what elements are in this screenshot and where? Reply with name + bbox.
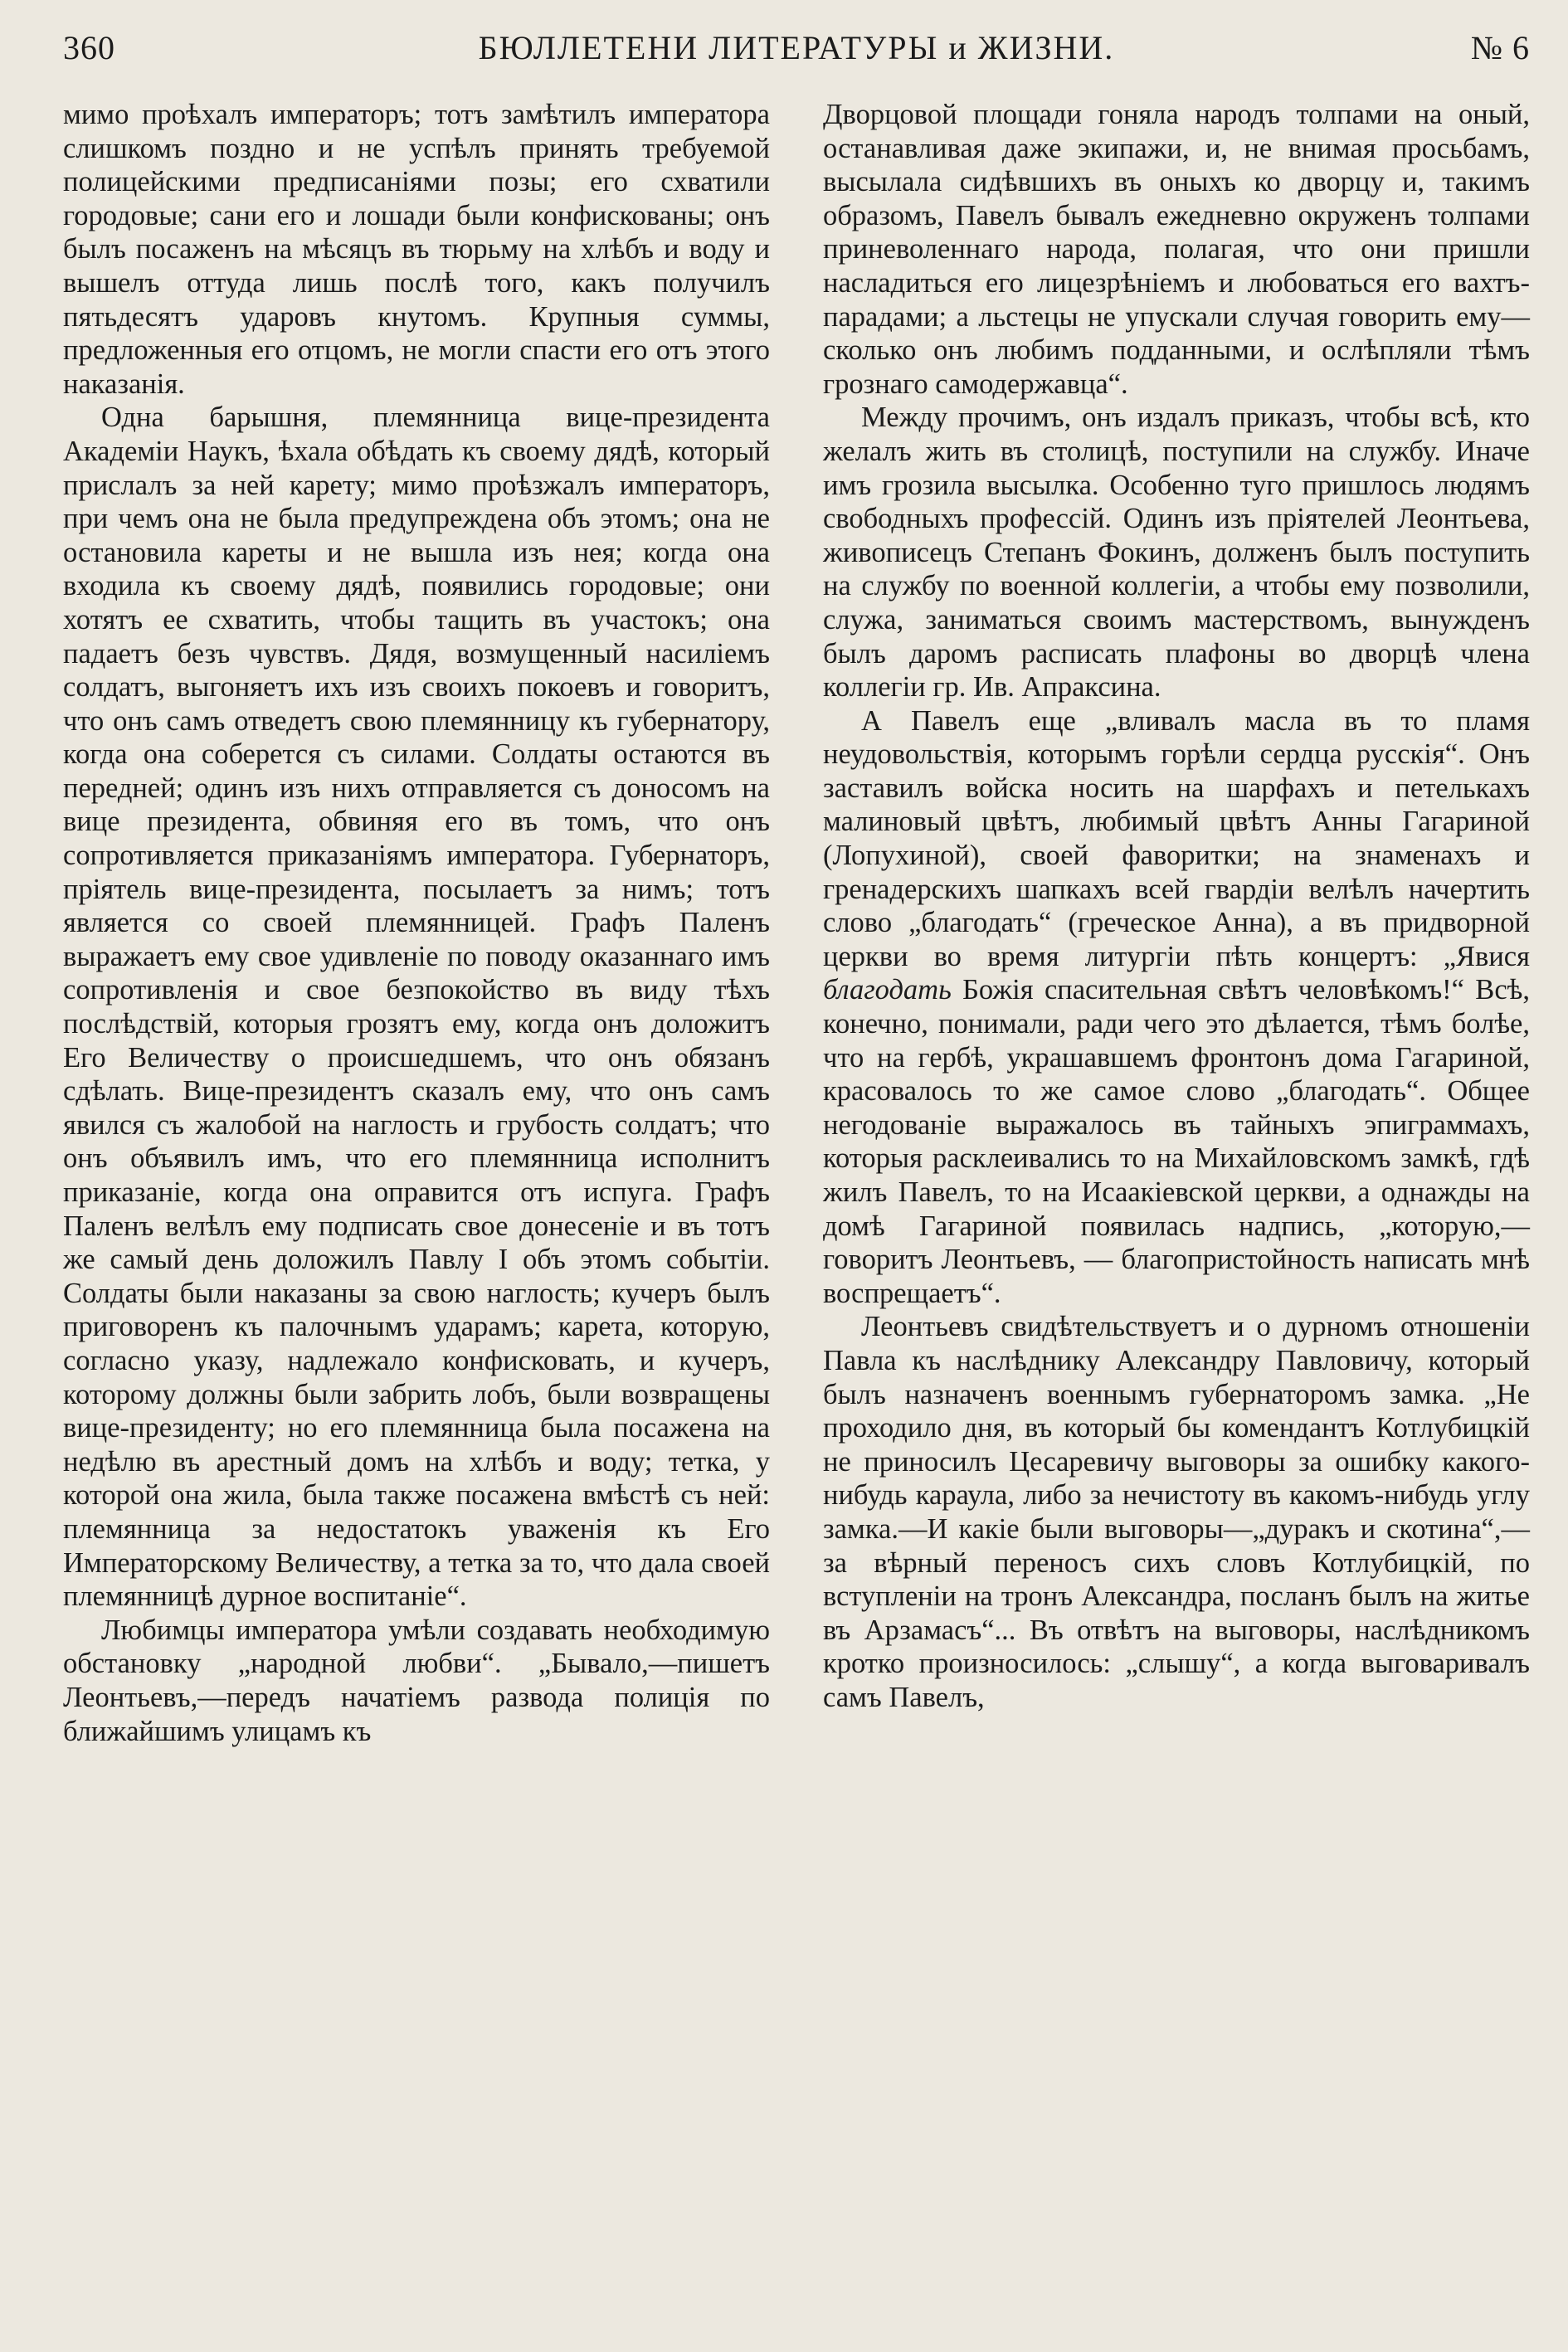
text-columns [63, 98, 1530, 1748]
italic-word: благодать [823, 974, 952, 1006]
paragraph-part: А Павелъ еще „вливалъ масла въ то пламя неудовольствія, которымъ горѣли сердца русскія“. Онъ заставилъ войска носить на шарфахъ и петелькахъ малиновый цвѣтъ, любимый цвѣтъ Анны Гагариной (Лопухиной), своей фаворитки; на знаменахъ и гренадерскихъ шапкахъ всей гвардіи велѣлъ начертить слово „благодать“ (греческое Анна), а въ придворной церкви во время литургіи пѣть концертъ: „Явися [823, 704, 1530, 972]
paragraph: Любимцы императора умѣли создавать необходимую обстановку „народной любви“. „Бывало,—пишетъ Леонтьевъ,—передъ начатіемъ развода полиція по ближайшимъ улицамъ къ [63, 1614, 770, 1747]
paragraph: Леонтьевъ свидѣтельствуетъ и о дурномъ отношеніи Павла къ наслѣднику Александру Павловичу, который былъ назначенъ военнымъ губернаторомъ замка. „Не проходило дня, въ который бы комендантъ Котлубицкій не приносилъ Цесаревичу выговоры за ошибку какого-нибудь караула, либо за нечистоту въ какомъ-нибудь углу замка.—И какіе были выговоры—„дуракъ и скотина“,— за вѣрный переносъ сихъ словъ Котлубицкій, по вступленіи на тронъ Александра, посланъ былъ на житье въ Арзамасъ“... Въ отвѣтъ на выговоры, наслѣдникомъ кротко произносилось: „слышу“, а когда выговаривалъ самъ Павелъ, [823, 1311, 1530, 1713]
paragraph: Между прочимъ, онъ издалъ приказъ, чтобы всѣ, кто желалъ жить въ столицѣ, поступили на службу. Иначе имъ грозила высылка. Особенно туго пришлось людямъ свободныхъ профессій. Одинъ изъ пріятелей Леонтьева, живописецъ Степанъ Фокинъ, долженъ былъ поступить на службу по военной коллегіи, а чтобы ему позволили, служа, заниматься своимъ мастерствомъ, вынужденъ былъ даромъ расписать плафоны во дворцѣ члена коллегіи гр. Ив. Апраксина. [823, 402, 1530, 704]
paragraph [823, 704, 1530, 1311]
paragraph-part: Божія спасительная свѣтъ человѣкомъ!“ Всѣ, конечно, понимали, ради чего это дѣлается, тѣмъ болѣе, что на гербѣ, украшавшемъ фронтонъ дома Гагариной, красовалось то же самое слово „благодать“. Общее негодованіе выражалось въ тайныхъ эпиграммахъ, которыя расклеивались то на Михайловскомъ замкѣ, гдѣ жилъ Павелъ, то на Исаакіевской церкви, а однажды на домѣ Гагариной появилась надпись, „которую,—говоритъ Леонтьевъ, — благопристойность написать мнѣ воспрещаетъ“. [823, 974, 1530, 1309]
issue-number: № 6 [1470, 29, 1530, 66]
paragraph: Одна барышня, племянница вице-президента Академіи Наукъ, ѣхала обѣдать къ своему дядѣ, который прислалъ за ней карету; мимо проѣзжалъ императоръ, при чемъ она не была предупреждена объ этомъ; она не остановила кареты и не вышла изъ нея; когда она входила къ своему дядѣ, появились городовые; они хотятъ ее схватить, чтобы тащить въ участокъ; она падаетъ безъ чувствъ. Дядя, возмущенный насиліемъ солдатъ, выгоняетъ ихъ изъ своихъ покоевъ и говоритъ, что онъ самъ отведетъ свою племянницу къ губернатору, когда она соберется съ силами. Солдаты остаются въ передней; одинъ изъ нихъ отправляется съ доносомъ на вице президента, обвиняя его въ томъ, что онъ сопротивляется приказаніямъ императора. Губернаторъ, пріятель вице-президента, посылаетъ за нимъ; тотъ является со своей племянницей. Графъ Паленъ выражаетъ ему свое удивленіе по поводу оказаннаго имъ сопротивленія и свое безпокойство въ виду тѣхъ послѣдствій, которыя грозятъ ему, когда онъ доложитъ Его Величеству о происшедшемъ, что онъ обязанъ сдѣлать. Вице-президентъ сказалъ ему, что онъ самъ явился съ жалобой на наглость и грубость солдатъ; что онъ объявилъ имъ, что его племянница исполнитъ приказаніе, когда она оправится отъ испуга. Графъ Паленъ велѣлъ ему подписать свое донесеніе и въ тотъ же самый день доложилъ Павлу I объ этомъ событіи. Солдаты были наказаны за свою наглость; кучеръ былъ приговоренъ къ палочнымъ ударамъ; карета, которую, согласно указу, надлежало конфисковать, и кучеръ, которому должны были забрить лобъ, были возвращены вице-президенту; но его племянница была посажена на недѣлю въ арестный домъ на хлѣбъ и воду; тетка, у которой она жила, была также посажена вмѣстѣ съ ней: племянница за недостатокъ уваженія къ Его Императорскому Величеству, а тетка за то, что дала своей племянницѣ дурное воспитаніе“. [63, 402, 770, 1613]
running-title: БЮЛЛЕТЕНИ ЛИТЕРАТУРЫ и ЖИЗНИ. [478, 29, 1115, 66]
page-number: 360 [63, 29, 115, 66]
paragraph: мимо проѣхалъ императоръ; тотъ замѣтилъ императора слишкомъ поздно и не успѣлъ принять требуемой полицейскими предписаніями позы; его схватили городовые; сани его и лошади были конфискованы; онъ былъ посаженъ на мѣсяцъ въ тюрьму на хлѣбъ и воду и вышелъ оттуда лишь послѣ того, какъ получилъ пятьдесятъ ударовъ кнутомъ. Крупныя суммы, предложенныя его отцомъ, не могли спасти его отъ этого наказанія. [63, 99, 770, 400]
running-header [63, 28, 1530, 73]
left-column [63, 98, 770, 1748]
paragraph: Дворцовой площади гоняла народъ толпами на оный, останавливая даже экипажи, и, не внимая просьбамъ, высылала сидѣвшихъ въ оныхъ ко дворцу и, такимъ образомъ, Павелъ бывалъ ежедневно окруженъ толпами приневоленнаго народа, полагая, что они пришли насладиться его лицезрѣніемъ и любоваться его вахтъ-парадами; а льстецы не упускали случая говорить ему—сколько онъ любимъ подданными, и ослѣпляли тѣмъ грознаго самодержавца“. [823, 99, 1530, 400]
right-column [823, 98, 1530, 1748]
